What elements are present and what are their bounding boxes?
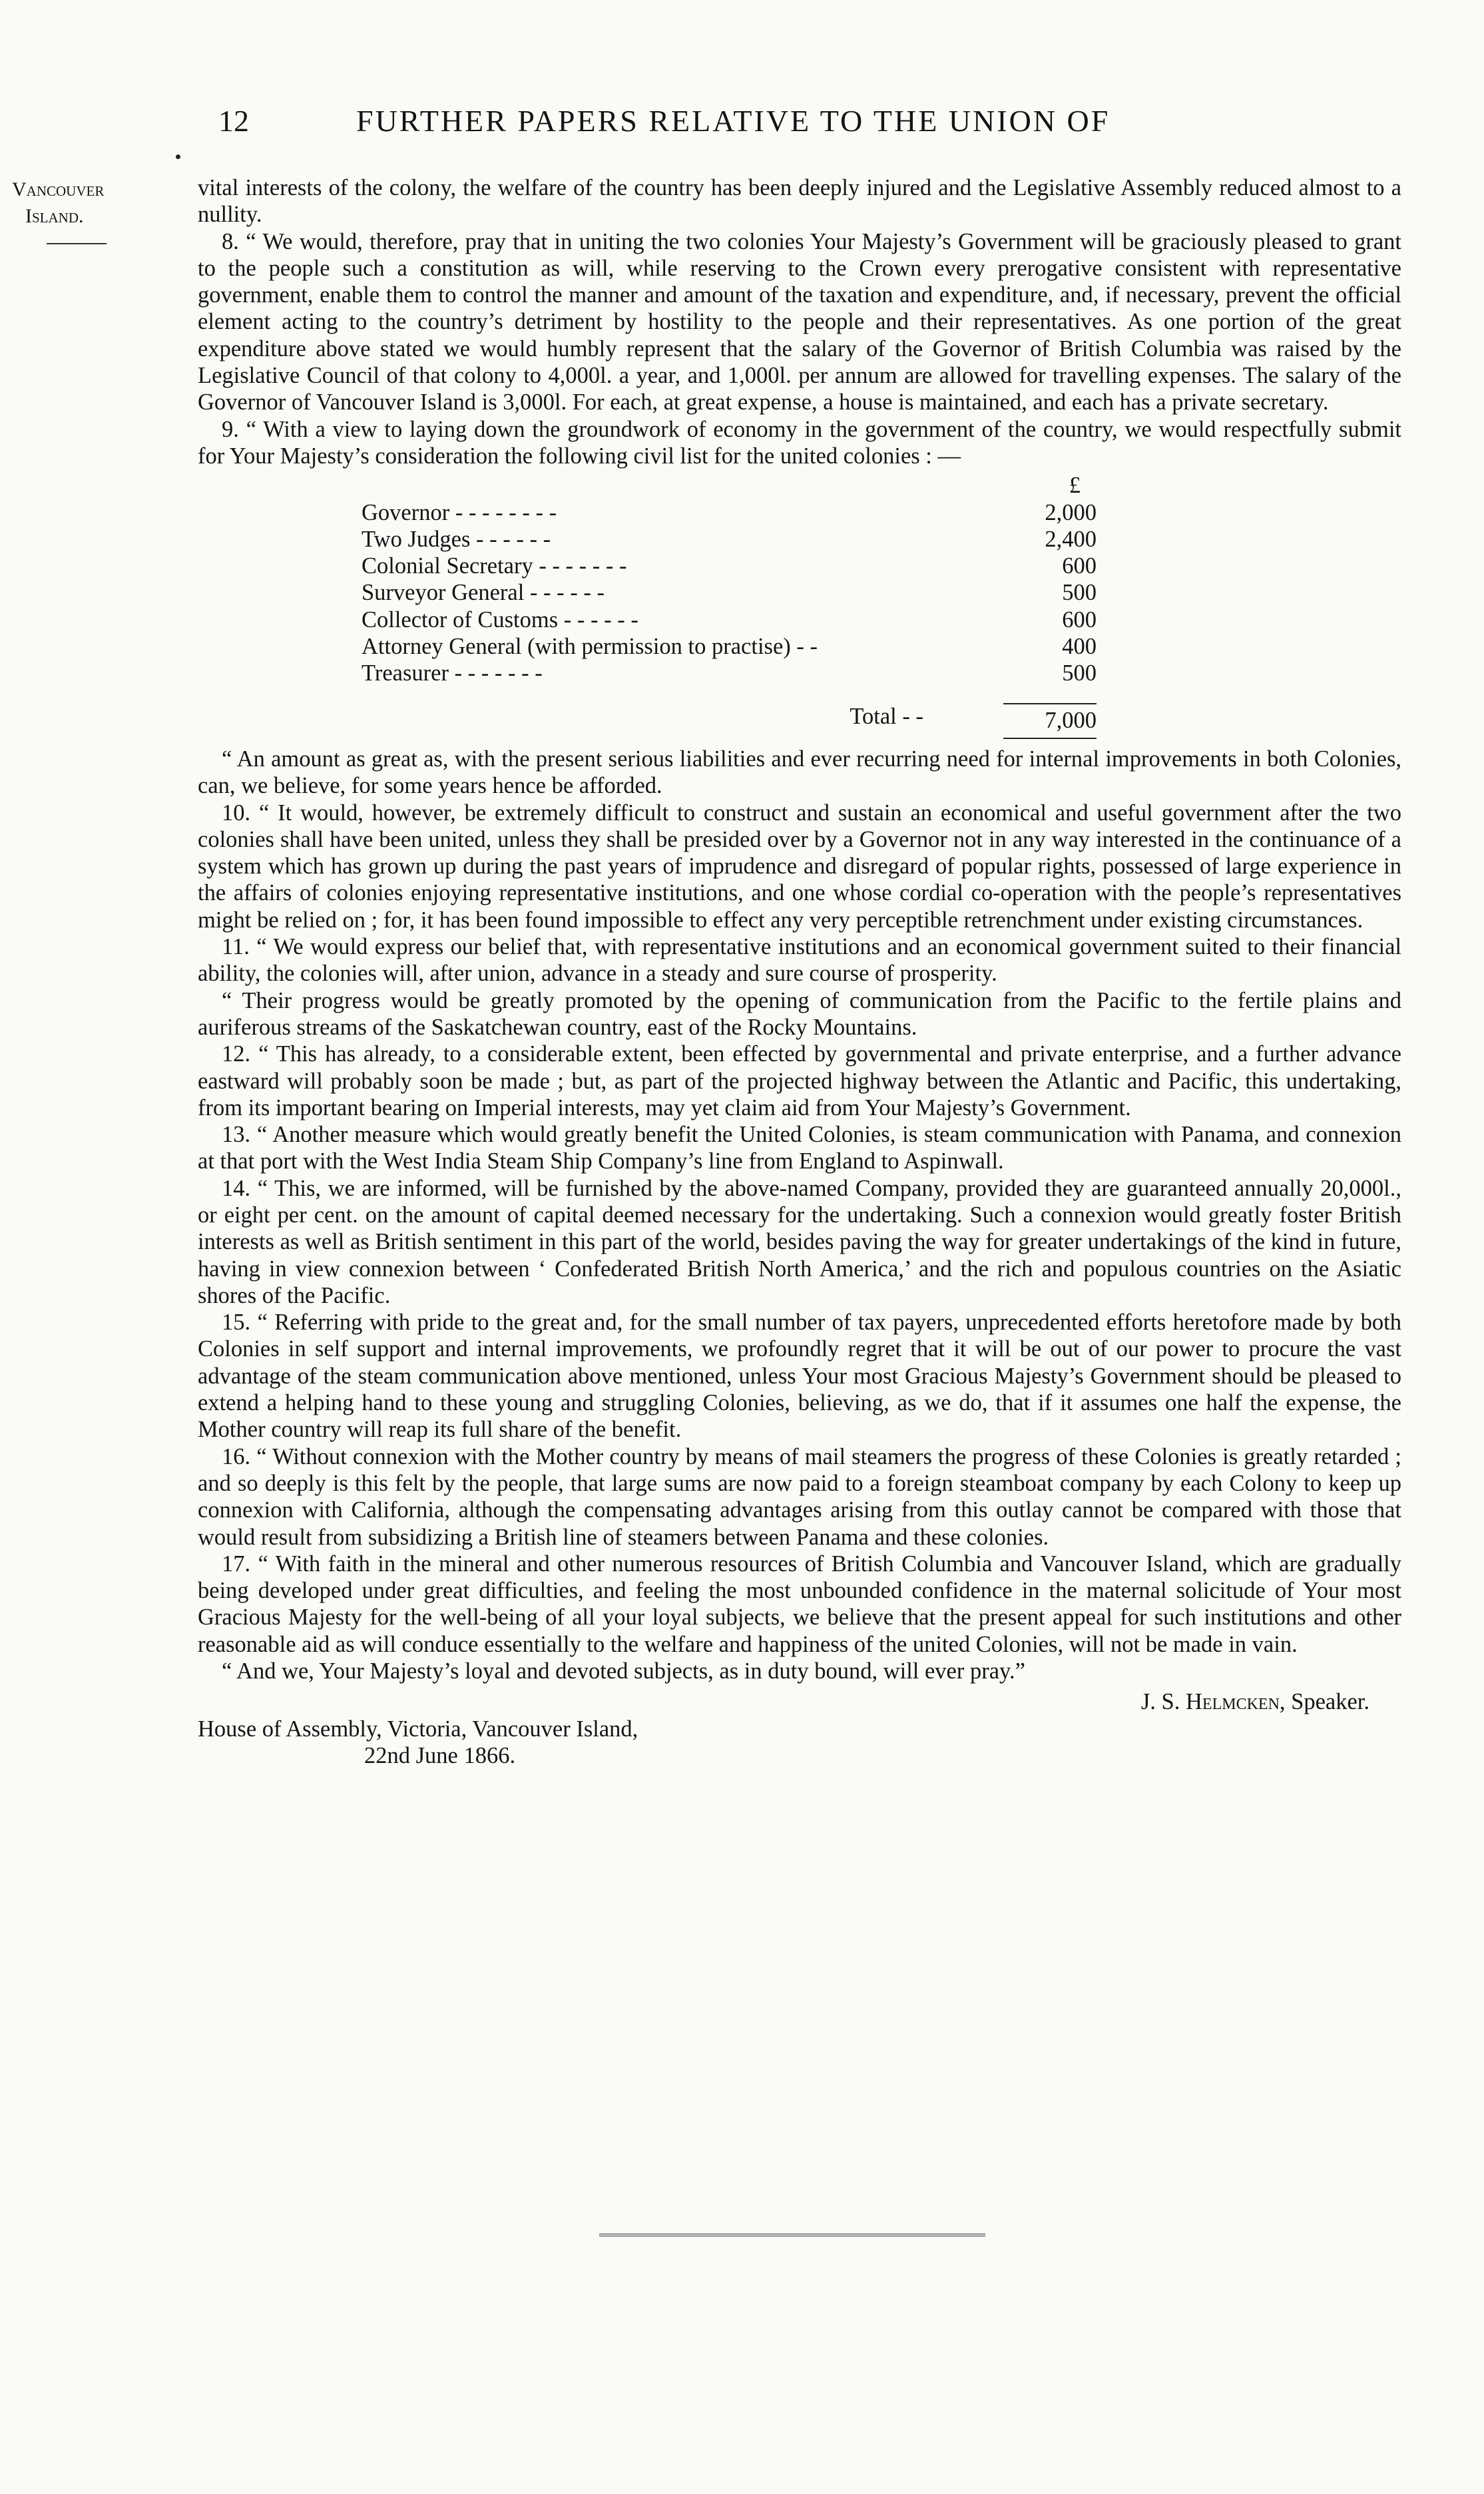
paragraph-12: 12. “ This has already, to a considerable extent, been effected by governmental and private enterprise, and a further advance eastward will probably soon be made ; but, as part of the projected highway between the Atlantic and Pacific, this undertaking, from its important bearing on Imperial interests, may yet claim aid from Your Majesty’s Government. <box>198 1041 1401 1121</box>
paragraph-7-continued: vital interests of the colony, the welfare of the country has been deeply injured and the Legislative Assembly reduced almost to a nullity. <box>198 175 1401 228</box>
office-amount: 2,400 <box>1045 526 1097 552</box>
office-name: Collector of Customs - - - - - - <box>362 607 638 632</box>
paragraph-10: 10. “ It would, however, be extremely difficult to construct and sustain an economical and useful government after the two colonies shall have been united, unless they shall be presided over by a Governor not in any way interested in the continuance of a system which has grown up during the past years of imprudence and disregard of popular rights, possessed of large experience in the affairs of colonies enjoying representative institutions, and one whose cordial co-operation with the people’s representatives might be relied on ; for, it has been found impossible to effect any very perceptible retrenchment under existing circumstances. <box>198 800 1401 933</box>
office-amount: 400 <box>1062 634 1097 660</box>
office-name: Treasurer - - - - - - - <box>362 660 543 686</box>
office-name: Governor - - - - - - - - <box>362 499 557 525</box>
end-rule <box>599 2234 985 2236</box>
civil-list-row <box>362 579 1097 606</box>
office-name: Colonial Secretary - - - - - - - <box>362 553 627 579</box>
signature-line <box>198 1688 1401 1715</box>
office-amount: 500 <box>1062 580 1097 606</box>
civil-list-table <box>362 472 1097 739</box>
margin-note <box>12 176 192 230</box>
decorative-dot <box>176 154 180 159</box>
date-line: 22nd June 1866. <box>364 1742 516 1768</box>
page-number: 12 <box>218 104 249 138</box>
paragraph-15: 15. “ Referring with pride to the great and, for the small number of tax payers, unprecedented efforts heretofore made by both Colonies in self support and internal improvements, we profoundly regret that it will be out of our power to procure the vast advantage of the steam communication above mentioned, unless Your most Gracious Majesty’s Government should be pleased to extend a helping hand to these young and struggling Colonies, believing, as we do, that if it assumes one half the expense, the Mother country will reap its full share of the benefit. <box>198 1310 1401 1443</box>
office-name: Surveyor General - - - - - - <box>362 580 605 606</box>
office-amount: 500 <box>1062 660 1097 686</box>
civil-list-row <box>362 633 1097 660</box>
total-amount: 7,000 <box>1003 703 1097 739</box>
civil-list-row <box>362 499 1097 526</box>
office-amount: 2,000 <box>1045 499 1097 525</box>
running-title: FURTHER PAPERS RELATIVE TO THE UNION OF <box>356 104 1111 138</box>
place-line: House of Assembly, Victoria, Vancouver Island, <box>198 1716 638 1742</box>
office-name: Attorney General (with permission to practise) - - <box>362 634 818 660</box>
paragraph-closing: “ And we, Your Majesty’s loyal and devoted subjects, as in duty bound, will ever pray.” <box>222 1658 1025 1684</box>
paragraph-11b: “ Their progress would be greatly promoted by the opening of communication from the Pacific to the fertile plains and auriferous streams of the Saskatchewan country, east of the Rocky Mountains. <box>198 987 1401 1040</box>
civil-list-row <box>362 660 1097 686</box>
currency-symbol: £ <box>1069 473 1081 499</box>
civil-list-row <box>362 553 1097 579</box>
margin-rule <box>47 243 107 244</box>
paragraph-8: 8. “ We would, therefore, pray that in uniting the two colonies Your Majesty’s Government will be graciously pleased to grant to the people such a constitution as will, while reserving to the Crown every prerogative consistent with representative government, enable them to control the manner and amount of the taxation and expenditure, and, if necessary, prevent the official element acting to the country’s detriment by hostility to the people and their representatives. As one portion of the great expenditure above stated we would humbly represent that the salary of the Governor of British Columbia was raised by the Legislative Council of that colony to 4,000l. a year, and 1,000l. per annum are allowed for travelling expenses. The salary of the Governor of Vancouver Island is 3,000l. For each, at great expense, a house is maintained, and each has a private secretary. <box>198 228 1401 415</box>
paragraph-14: 14. “ This, we are informed, will be furnished by the above-named Company, provided they are guaranteed annually 20,000l., or eight per cent. on the amount of capital deemed necessary for the undertaking. Such a connexion would greatly foster British interests as well as British sentiment in this part of the world, besides paving the way for greater undertakings of the kind in future, having in view connexion between ‘ Confederated British North America,’ and the rich and populous countries on the Asiatic shores of the Pacific. <box>198 1175 1401 1308</box>
paragraph-9b: “ An amount as great as, with the present serious liabilities and ever recurring need for internal improvements in both Colonies, can, we believe, for some years hence be afforded. <box>198 746 1401 799</box>
office-name: Two Judges - - - - - - <box>362 526 551 552</box>
paragraph-17: 17. “ With faith in the mineral and other numerous resources of British Columbia and Vancouver Island, which are gradually being developed under great difficulties, and feeling the most unbounded confidence in the maternal solicitude of Your most Gracious Majesty for the well-being of all your loyal subjects, we believe that the present appeal for such institutions and other reasonable aid as will conduce essentially to the welfare and happiness of the united Colonies, will not be made in vain. <box>198 1551 1401 1657</box>
margin-note-line2: Island. <box>25 205 84 227</box>
total-label: Total - - <box>850 703 923 729</box>
signatory-name: J. S. Helmcken <box>1140 1689 1280 1715</box>
paragraph-9: 9. “ With a view to laying down the groundwork of economy in the government of the country, we would respectfully submit for Your Majesty’s consideration the following civil list for the united colonies : — <box>198 416 1401 469</box>
civil-list-row <box>362 526 1097 553</box>
civil-list-row <box>362 607 1097 633</box>
office-amount: 600 <box>1062 553 1097 579</box>
civil-list-total <box>362 703 1097 739</box>
signatory-title: , Speaker. <box>1279 1689 1369 1715</box>
paragraph-16: 16. “ Without connexion with the Mother country by means of mail steamers the progress of these Colonies is greatly retarded ; and so deeply is this felt by the people, that large sums are now paid to a foreign steamboat company by each Colony to keep up connexion with California, although the compensating advantages arising from this outlay cannot be compared with those that would result from subsidizing a British line of steamers between Panama and these colonies. <box>198 1443 1401 1550</box>
document-body <box>198 174 1401 1769</box>
paragraph-11: 11. “ We would express our belief that, with representative institutions and an economical government suited to their financial ability, the colonies will, after union, advance in a steady and sure course of prosperity. <box>198 934 1401 987</box>
paragraph-13: 13. “ Another measure which would greatly benefit the United Colonies, is steam communication with Panama, and connexion at that port with the West India Steam Ship Company’s line from England to Aspinwall. <box>198 1122 1401 1174</box>
margin-note-line1: Vancouver <box>12 178 105 200</box>
office-amount: 600 <box>1062 607 1097 632</box>
